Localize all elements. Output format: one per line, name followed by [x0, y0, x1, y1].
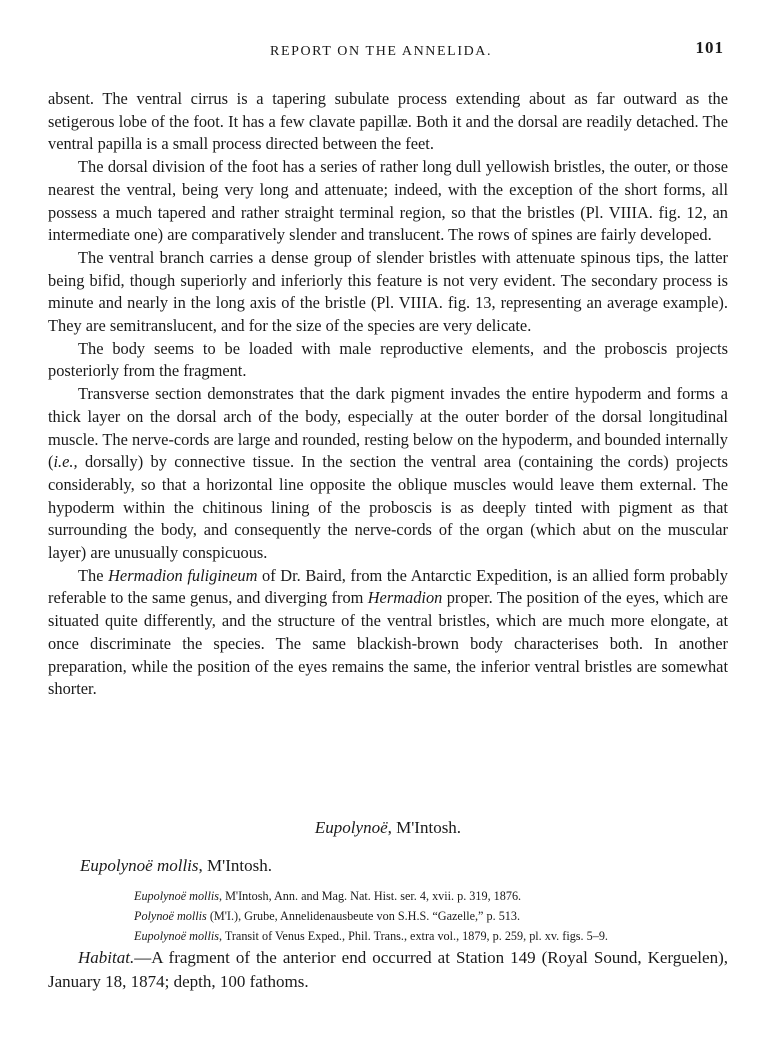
paragraph-6 — [48, 565, 728, 701]
synonymy-references — [134, 886, 734, 946]
reference-name: Polynoë mollis — [134, 909, 207, 923]
habitat-label: Habitat. — [78, 948, 135, 967]
paragraph-6-genus: Hermadion — [367, 588, 443, 608]
reference-name: Eupolynoë mollis — [134, 889, 219, 903]
paragraph-5-ie: i.e., — [53, 452, 78, 472]
species-name: Eupolynoë mollis — [80, 856, 199, 875]
reference-3 — [134, 926, 734, 946]
section-genus: Eupolynoë — [314, 818, 388, 837]
habitat-paragraph — [48, 946, 728, 994]
paragraph-6-text-c: proper. The position of the eyes, which are situated quite differently, and the structure of the ventral bristles, which are much more elongate, at once discriminate the species. The same blackish-brown body characterises both. In another preparation, while the position of the eyes remains the same, the inferior ventral bristles are somewhat shorter. — [48, 588, 728, 699]
paragraph-2: The dorsal division of the foot has a series of rather long dull yellowish bristles, the outer, or those nearest the ventral, being very long and attenuate; indeed, with the exception of the short forms, all possess a much tapered and rather straight terminal region, so that the bristles (Pl. VIIIA. fig. 12, an intermediate one) are comparatively slender and translucent. The rows of spines are fairly developed. — [48, 157, 728, 245]
habitat-block — [48, 946, 728, 994]
paragraph-1: absent. The ventral cirrus is a tapering subulate process extending about as far outward as the setigerous lobe of the foot. It has a few clavate papillæ. Both it and the dorsal are readily detached. The ventral papilla is a small process directed between the feet. — [48, 89, 728, 154]
running-head: REPORT ON THE ANNELIDA. — [270, 44, 493, 59]
body-text — [48, 88, 728, 701]
paragraph-3: The ventral branch carries a dense group of slender bristles with attenuate spinous tips, the latter being bifid, though superiorly and inferiorly this feature is not very evident. The secondary process is minute and nearly in the long axis of the bristle (Pl. VIIIA. fig. 13, representing an average example). They are semitranslucent, and for the size of the species are very delicate. — [48, 247, 728, 336]
paragraph-6-text-b: of Dr. Baird, from the Antarctic Expedition, is an allied form probably referable to the same genus, and diverging from — [48, 565, 728, 608]
habitat-text: —A fragment of the anterior end occurred at Station 149 (Royal Sound, Kerguelen), January 18, 1874; depth, 100 fathoms. — [48, 948, 728, 991]
reference-2 — [134, 906, 734, 926]
paragraph-6-species: Hermadion fuligineum — [108, 565, 258, 585]
reference-text: , M'Intosh, Ann. and Mag. Nat. Hist. ser. 4, xvii. p. 319, 1876. — [218, 889, 522, 903]
species-authority: , M'Intosh. — [198, 856, 272, 875]
reference-name: Eupolynoë mollis — [134, 929, 219, 943]
reference-text: , Transit of Venus Exped., Phil. Trans., extra vol., 1879, p. 259, pl. xv. figs. 5–9. — [218, 929, 608, 943]
paragraph-5 — [48, 383, 728, 565]
paragraph-6-text-a: The — [78, 565, 109, 585]
section-authority: , M'Intosh. — [387, 818, 462, 837]
species-heading — [80, 856, 272, 876]
paragraph-5-text-a: Transverse section demonstrates that the dark pigment invades the entire hypoderm and forms a thick layer on the dorsal arch of the body, especially at the outer border of the dorsal longitudinal muscle. The nerve-cords are large and rounded, resting below on the hypoderm, and bounded internally ( — [48, 384, 728, 472]
paragraph-4: The body seems to be loaded with male reproductive elements, and the proboscis projects posteriorly from the fragment. — [48, 338, 728, 381]
reference-1 — [134, 886, 734, 906]
paragraph-5-text-b: dorsally) by connective tissue. In the section the ventral area (containing the cords) projects considerably, so that a horizontal line opposite the oblique muscles would leave them external. The hypoderm within the chitinous lining of the proboscis is as deeply tinted with pigment as that surrounding the body, and consequently the nerve-cords of the organ (which abut on the muscular layer) are unusually conspicuous. — [48, 452, 728, 563]
page-number: 101 — [695, 38, 724, 57]
section-heading — [0, 818, 776, 838]
reference-text: (M'I.), Grube, Annelidenausbeute von S.H.S. “Gazelle,” p. 513. — [206, 909, 521, 923]
